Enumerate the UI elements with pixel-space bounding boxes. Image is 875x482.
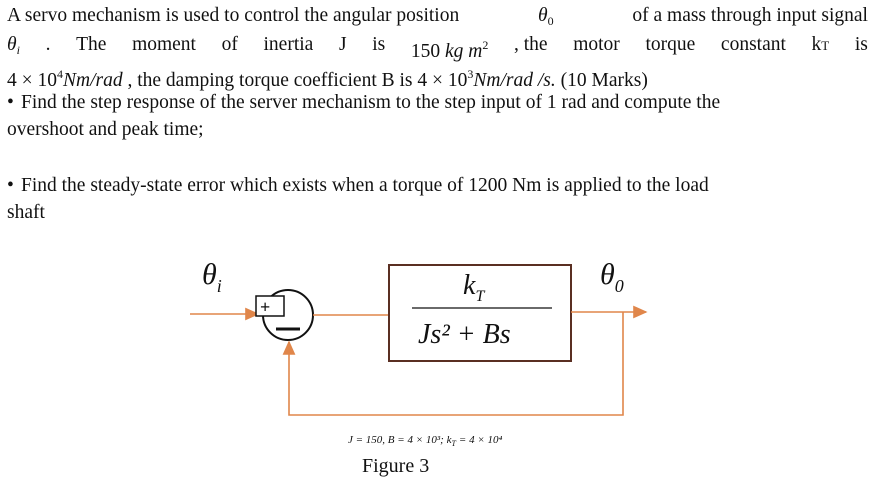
line2-word: The xyxy=(76,34,107,55)
line1-pre: A servo mechanism is used to control the angular position xyxy=(7,5,460,26)
line2-word: moment xyxy=(132,34,196,55)
task-1-text-cont: overshoot and peak time; xyxy=(7,119,204,140)
bullet-2: • xyxy=(7,175,14,196)
plus-sign: + xyxy=(260,297,271,317)
theta-o-symbol: $\theta_0$ xyxy=(538,5,554,28)
summing-junction xyxy=(256,290,313,340)
line2-word: , the xyxy=(514,34,548,55)
kt-symbol: kT xyxy=(811,34,830,55)
line2-word: J xyxy=(338,34,347,55)
line2-word: is xyxy=(854,34,868,55)
theta-i-symbol: $\theta_i$ xyxy=(7,34,20,57)
line2-word: of xyxy=(221,34,238,55)
marks-label: (10 Marks) xyxy=(560,70,648,91)
line3-mid: , the damping torque coefficient B is $4 \times 10^3Nm$/rad /s. xyxy=(127,67,556,91)
input-signal-label: $\theta_i$ xyxy=(202,258,222,296)
output-signal-label: $\theta_0$ xyxy=(600,258,624,296)
task-2-text-cont: shaft xyxy=(7,202,45,223)
line2-word: torque xyxy=(645,34,696,55)
transfer-function-block xyxy=(389,265,571,361)
line2-word: constant xyxy=(720,34,786,55)
line2-word: . xyxy=(45,34,51,55)
tf-numerator: $k_T$ xyxy=(463,270,485,305)
bullet-1: • xyxy=(7,92,14,113)
line2-word: is xyxy=(372,34,386,55)
line1-post: of a mass through input signal xyxy=(632,5,868,26)
kt-value: $4 \times 10^4Nm$/rad xyxy=(7,67,123,91)
figure-caption: Figure 3 xyxy=(362,455,430,477)
task-2-text: Find the steady-state error which exists when a torque of 1200 Nm is applied to the load xyxy=(21,175,709,196)
parameters-note: J = 150, B = 4 × 10³; $k_T = 4 \times 10^4$ xyxy=(348,434,503,448)
inertia-value: 150 kg $m^2$ xyxy=(410,38,489,62)
task-1-text: Find the step response of the server mechanism to the step input of 1 rad and compute the xyxy=(21,92,721,113)
line2-word: inertia xyxy=(263,34,314,55)
tf-denominator: Js² + Bs xyxy=(418,319,511,350)
line2-word: motor xyxy=(573,34,620,55)
